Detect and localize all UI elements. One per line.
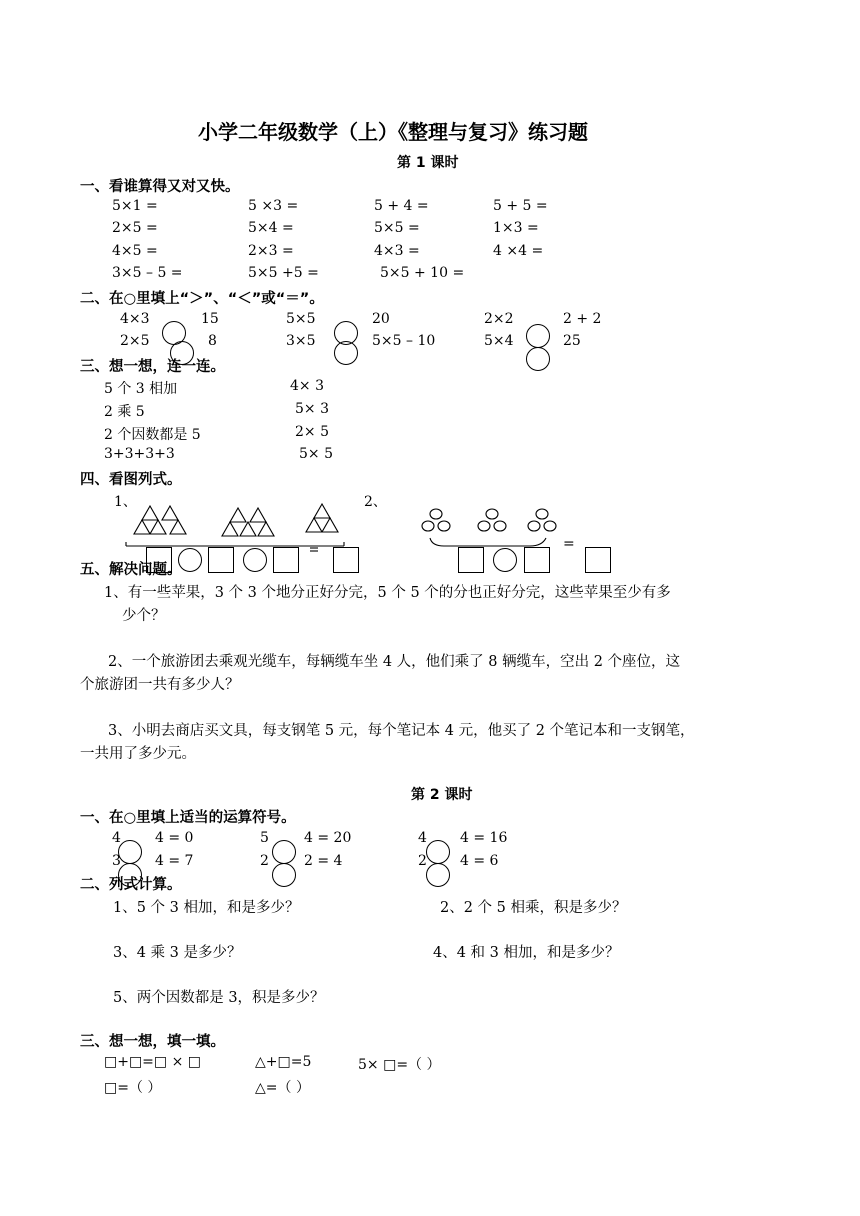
operand: 2 bbox=[418, 853, 427, 869]
compare-left: 5×4 bbox=[484, 333, 514, 349]
match-left-item: 2 乘 5 bbox=[104, 404, 145, 420]
l1-section-4-title: 四、看图列式。 bbox=[80, 472, 182, 488]
compare-left: 2×5 bbox=[120, 333, 150, 349]
operand-result: 4 = 7 bbox=[155, 853, 194, 869]
operator-circle[interactable] bbox=[272, 840, 296, 864]
answer-box[interactable] bbox=[333, 547, 359, 573]
question: 4、4 和 3 相加，和是多少？ bbox=[433, 945, 620, 961]
fill-item: □=（ ） bbox=[104, 1080, 162, 1096]
answer-box[interactable] bbox=[524, 547, 550, 573]
operator-circle[interactable] bbox=[272, 863, 296, 887]
question: 1、5 个 3 相加，和是多少？ bbox=[113, 900, 300, 916]
match-left-item: 3+3+3+3 bbox=[104, 446, 175, 462]
calc-item: 5 ×3 = bbox=[248, 198, 299, 214]
answer-box[interactable] bbox=[273, 547, 299, 573]
compare-left: 2×2 bbox=[484, 311, 514, 327]
compare-right: 15 bbox=[201, 311, 219, 327]
operand: 4 bbox=[418, 830, 427, 846]
compare-left: 3×5 bbox=[286, 333, 316, 349]
fill-item: △+□=5 bbox=[255, 1054, 312, 1070]
compare-right: 25 bbox=[563, 333, 581, 349]
l1-section-5-title: 五、解决问题。 bbox=[80, 562, 182, 578]
problem-text: 3、小明去商店买文具，每支钢笔 5 元，每个笔记本 4 元，他买了 2 个笔记本和一支钢笔， bbox=[108, 723, 695, 739]
calc-item: 5×4 = bbox=[248, 220, 294, 236]
answer-box[interactable] bbox=[458, 547, 484, 573]
compare-right: 8 bbox=[208, 333, 217, 349]
calc-item: 2×3 = bbox=[248, 243, 294, 259]
answer-circle[interactable] bbox=[493, 548, 517, 572]
compare-left: 4×3 bbox=[120, 311, 150, 327]
match-right-item: 5× 3 bbox=[295, 401, 329, 417]
l2-section-3-title: 三、想一想，填一填。 bbox=[80, 1034, 225, 1050]
l1-section-1-title: 一、看谁算得又对又快。 bbox=[80, 179, 240, 195]
operator-circle[interactable] bbox=[426, 863, 450, 887]
calc-item: 5 + 4 = bbox=[374, 198, 429, 214]
equals-sign: = bbox=[563, 536, 575, 552]
l2-section-2-title: 二、列式计算。 bbox=[80, 877, 182, 893]
operand: 2 bbox=[260, 853, 269, 869]
calc-item: 5×1 = bbox=[112, 198, 158, 214]
l2-section-1-title: 一、在○里填上适当的运算符号。 bbox=[80, 810, 296, 826]
operand-result: 4 = 16 bbox=[460, 830, 508, 846]
problem-text: 一共用了多少元。 bbox=[80, 746, 196, 762]
answer-box[interactable] bbox=[585, 547, 611, 573]
match-right-item: 4× 3 bbox=[290, 378, 324, 394]
fill-item: 5× □=（ ） bbox=[358, 1057, 441, 1073]
operand: 5 bbox=[260, 830, 269, 846]
question: 5、两个因数都是 3，积是多少？ bbox=[113, 990, 325, 1006]
calc-item: 2×5 = bbox=[112, 220, 158, 236]
compare-left: 5×5 bbox=[286, 311, 316, 327]
question: 3、4 乘 3 是多少？ bbox=[113, 945, 242, 961]
answer-circle[interactable] bbox=[526, 324, 550, 348]
compare-right: 2 + 2 bbox=[563, 311, 602, 327]
l1-section-2-title: 二、在○里填上“＞”、“＜”或“＝”。 bbox=[80, 291, 324, 307]
lesson-2-heading: 第 2 课时 bbox=[411, 787, 473, 803]
answer-box[interactable] bbox=[208, 547, 234, 573]
answer-circle[interactable] bbox=[243, 548, 267, 572]
operand: 3 bbox=[112, 853, 121, 869]
calc-item: 5×5 + 10 = bbox=[380, 265, 465, 281]
match-left-item: 5 个 3 相加 bbox=[104, 381, 178, 397]
calc-item: 4×5 = bbox=[112, 243, 158, 259]
fill-item: △=（ ） bbox=[255, 1080, 310, 1096]
problem-text: 少个？ bbox=[122, 608, 166, 624]
operand-result: 2 = 4 bbox=[304, 853, 343, 869]
operand-result: 4 = 20 bbox=[304, 830, 352, 846]
compare-right: 5×5 – 10 bbox=[372, 333, 436, 349]
fill-item: □+□=□ × □ bbox=[104, 1054, 202, 1070]
answer-circle[interactable] bbox=[526, 347, 550, 371]
calc-item: 3×5 – 5 = bbox=[112, 265, 183, 281]
question: 2、2 个 5 相乘，积是多少？ bbox=[440, 900, 627, 916]
operand-result: 4 = 6 bbox=[460, 853, 499, 869]
answer-circle[interactable] bbox=[334, 341, 358, 365]
calc-item: 5×5 = bbox=[374, 220, 420, 236]
problem-text: 1、有一些苹果，3 个 3 个地分正好分完，5 个 5 个的分也正好分完，这些苹果至少有多 bbox=[104, 585, 671, 601]
l1-section-3-title: 三、想一想，连一连。 bbox=[80, 359, 225, 375]
match-left-item: 2 个因数都是 5 bbox=[104, 427, 201, 443]
operator-circle[interactable] bbox=[118, 840, 142, 864]
compare-right: 20 bbox=[372, 311, 390, 327]
match-right-item: 2× 5 bbox=[295, 424, 329, 440]
page-title: 小学二年级数学（上）《整理与复习》练习题 bbox=[198, 120, 588, 144]
problem-text: 2、一个旅游团去乘观光缆车，每辆缆车坐 4 人，他们乘了 8 辆缆车，空出 2 个座位，这 bbox=[108, 654, 681, 670]
calc-item: 5×5 +5 = bbox=[248, 265, 319, 281]
lesson-1-heading: 第 1 课时 bbox=[397, 155, 459, 171]
operand-result: 4 = 0 bbox=[155, 830, 194, 846]
calc-item: 1×3 = bbox=[493, 220, 539, 236]
figure-label-1: 1、 bbox=[114, 494, 137, 510]
operand: 4 bbox=[112, 830, 121, 846]
calc-item: 4×3 = bbox=[374, 243, 420, 259]
operator-circle[interactable] bbox=[426, 840, 450, 864]
match-right-item: 5× 5 bbox=[299, 446, 333, 462]
figure-label-2: 2、 bbox=[364, 494, 387, 510]
problem-text: 个旅游团一共有多少人？ bbox=[80, 677, 240, 693]
calc-item: 4 ×4 = bbox=[493, 243, 544, 259]
calc-item: 5 + 5 = bbox=[493, 198, 548, 214]
